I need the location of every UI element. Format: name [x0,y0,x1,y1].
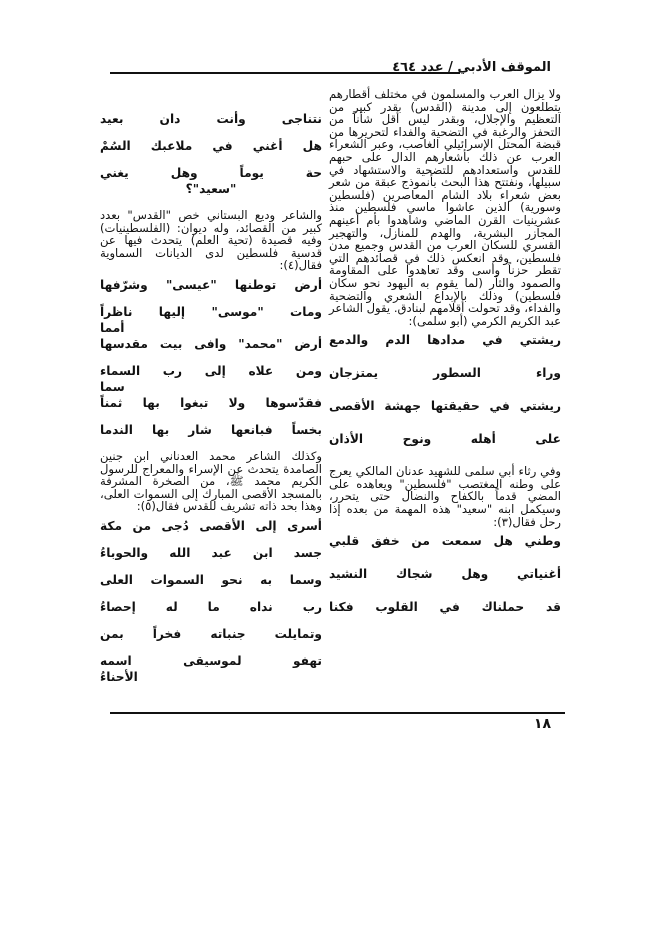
right-paragraph-2: وفي رثاء أبي سلمى للشهيد عدنان المالكي يعرج على وطنه المغتصب "فلسطين" ويعاهده على المضي قدماً بالكفاح والنضال حتى يتحرر، وسيكمل ابنه "سعيد" هذه المهمة من بعده إذا رحل فقال(٣): [329,464,561,529]
verse-line: على أهله ونوح الأذان [329,432,561,447]
verse-line: سما [100,379,125,394]
verse-line: نتناجى وأنت دان بعيد [100,112,322,126]
verse-line: أمما [100,320,125,335]
left-paragraph-2: وكذلك الشاعر محمد العدناني ابن جنين الصامدة يتحدث عن الإسراء والمعراج للرسول الكريم محمد ﷺ، من الصخرة المشرفة بالمسجد الأقصى المبارك إلى السموات العلى، وهذا بحد ذاته تشريف للقدس فقال(٥): [100,448,322,514]
verse-line: ومات "موسى" إليها ناظراً [100,304,322,319]
header-rule [110,72,460,74]
verse-line: رب نداه ما له إحصاءُ [100,599,322,614]
verse-line: تهفو لموسيقى اسمه [100,653,322,668]
left-paragraph-1: والشاعر وديع البستاني خص "القدس" بعدد كبير من القصائد، وله ديوان: (الفلسطينيات) وفيه قصيدة (تحية العلم) يتحدث فيها عن قدسية فلسطين لدى الديانات السماوية فقال(٤): [100,208,322,273]
verse-line: جسد ابن عبد الله والحوباءُ [100,545,322,560]
verse-line: وتمايلت جنباته فخراً بمن [100,626,322,641]
verse-line: أرض توطنها "عيسى" وشرّفها [100,277,322,292]
verse-line: أرض "محمد" وافى بيت مقدسها [100,336,322,351]
journal-header: الموقف الأدبي / عدد ٤٦٤ [392,60,551,75]
verse-line: أسرى إلى الأقصى دُجى من مكة [100,518,322,533]
verse-line: الأحناءُ [100,669,138,684]
footer-rule [110,712,565,714]
verse-line: فقدّسوها ولا تبغوا بها ثمناً [100,395,322,410]
verse-line: "سعيد"؟ [185,182,237,196]
verse-line: قد حملناك في القلوب فكنا [329,600,561,615]
verse-line: هل أغني في ملاعبك السُمْ [100,139,322,153]
verse-line: حة يوماً وهل يغني [100,166,322,180]
right-column [329,88,561,633]
verse-line: وسما به نحو السموات العلى [100,572,322,587]
verse-line: ومن علاه إلى رب السماء [100,363,322,378]
verse-line: أغنياتي وهل شجاك النشيد [329,567,561,582]
verse-line: ريشتي في مدادها الدم والدمع [329,333,561,348]
left-column [100,112,322,686]
verse-line: وطني هل سمعت من خفق قلبي [329,534,561,549]
right-paragraph-1: ولا يزال العرب والمسلمون في مختلف أقطارهم يتطلعون إلى مدينة (القدس) بقدر كبير من التعظيم والإجلال، وبقدر ليس أقل شأناً من التحفز والرغبة في التضحية والفداء لتحريرها من قبضة المحتل الإسرائيلي الغاصب، وعبر الشعراء العرب عن ذلك بأشعارهم الدال على حبهم للقدس واستعدادهم للتضحية والاستشهاد في سبيلها، ونفتتح هذا البحث بأنموذج عبقة من شعر بعض شعراء بلاد الشام المعاصرين (فلسطين وسورية) الذين عاشوا ماسي فلسطين منذ عشرينيات القرن الماضي وشاهدوا بأم أعينهم المجازر البشرية، والهدم للمنازل، والتهجير القسري للسكان العرب من القدس وجميع مدن فلسطين، وقد انعكس ذلك في قصائدهم التي تقطر حزناً وأسى وقد تعاهدوا على المقاومة والصمود والثأر (لما يقوم به اليهود نحو سكان فلسطين) وذلك بالإبداع الشعري والتضحية والفداء، وقد تحولت أقلامهم لبنادق. يقول الشاعر عبد الكريم الكرمي (أبو سلمى): [329,87,561,328]
verse-line: بخساً فبانعها شار بها الندما [100,422,322,437]
verse-line: وراء السطور يمتزجان [329,366,561,381]
verse-line: ريشتي في حقيقتها جهشة الأقصى [329,399,561,414]
page-number: ١٨ [533,716,551,732]
